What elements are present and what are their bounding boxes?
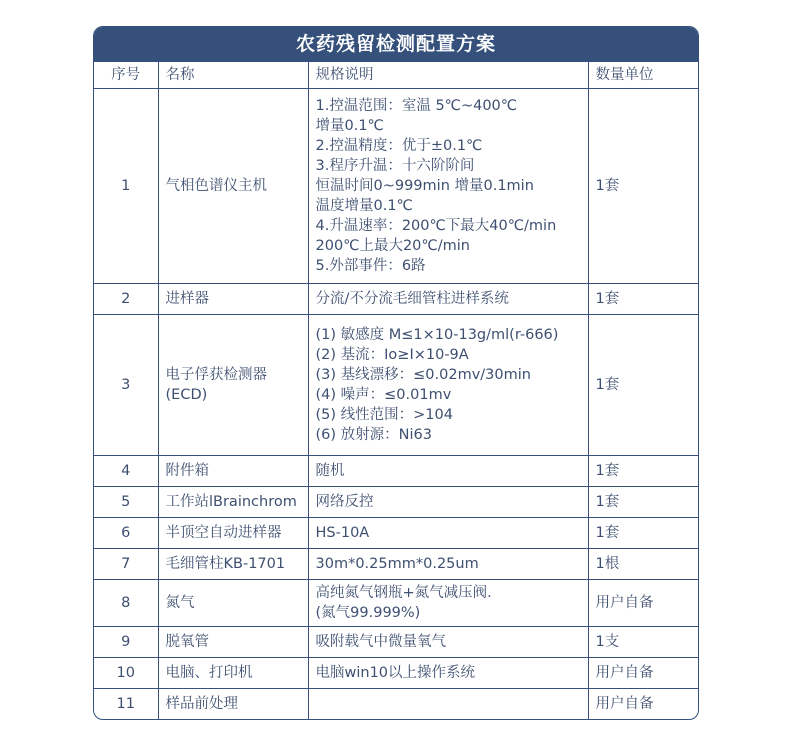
row-no: 6 xyxy=(94,518,158,549)
row-qty: 用户自备 xyxy=(588,658,698,689)
row-spec: 分流/不分流毛细管柱进样系统 xyxy=(308,284,588,315)
row-no: 10 xyxy=(94,658,158,689)
row-name: 半顶空自动进样器 xyxy=(158,518,308,549)
table-row xyxy=(94,658,698,689)
row-name: 样品前处理 xyxy=(158,689,308,720)
row-no: 3 xyxy=(94,315,158,456)
table-row xyxy=(94,518,698,549)
row-name: 工作站lBrainchrom xyxy=(158,487,308,518)
header-name: 名称 xyxy=(158,62,308,89)
row-spec: 1.控温范围：室温 5℃~400℃ 增量0.1℃ 2.控温精度：优于±0.1℃ 3.程序升温：十六阶阶间 恒温时间0~999min 增量0.1min 温度增量0.1℃ 4.升温速率：200℃下最大40℃/min 200℃上最大20℃/min 5.外部事件：6路 xyxy=(308,89,588,284)
row-spec: 随机 xyxy=(308,456,588,487)
row-name: 电子俘获检测器 (ECD) xyxy=(158,315,308,456)
row-spec: 吸附载气中微量氧气 xyxy=(308,627,588,658)
table-row xyxy=(94,315,698,456)
header-no: 序号 xyxy=(94,62,158,89)
table-row xyxy=(94,89,698,284)
row-name: 氮气 xyxy=(158,580,308,627)
table-row xyxy=(94,456,698,487)
row-qty: 1套 xyxy=(588,518,698,549)
row-name: 毛细管柱KB-1701 xyxy=(158,549,308,580)
row-name: 脱氧管 xyxy=(158,627,308,658)
row-no: 7 xyxy=(94,549,158,580)
table-row xyxy=(94,580,698,627)
row-qty: 用户自备 xyxy=(588,689,698,720)
row-qty: 1支 xyxy=(588,627,698,658)
header-spec: 规格说明 xyxy=(308,62,588,89)
table-row xyxy=(94,487,698,518)
row-qty: 用户自备 xyxy=(588,580,698,627)
row-spec: HS-10A xyxy=(308,518,588,549)
row-qty: 1根 xyxy=(588,549,698,580)
row-spec: 电脑win10以上操作系统 xyxy=(308,658,588,689)
config-table-card xyxy=(93,26,699,720)
row-name: 气相色谱仪主机 xyxy=(158,89,308,284)
row-no: 5 xyxy=(94,487,158,518)
row-spec xyxy=(308,689,588,720)
table-row xyxy=(94,284,698,315)
table-row xyxy=(94,549,698,580)
row-no: 11 xyxy=(94,689,158,720)
row-qty: 1套 xyxy=(588,456,698,487)
table-row xyxy=(94,627,698,658)
header-qty: 数量单位 xyxy=(588,62,698,89)
row-name: 进样器 xyxy=(158,284,308,315)
row-no: 9 xyxy=(94,627,158,658)
row-spec: 高纯氮气钢瓶+氮气减压阀. (氮气99.999%) xyxy=(308,580,588,627)
row-qty: 1套 xyxy=(588,89,698,284)
table-title: 农药残留检测配置方案 xyxy=(94,27,698,62)
row-name: 附件箱 xyxy=(158,456,308,487)
row-qty: 1套 xyxy=(588,315,698,456)
row-name: 电脑、打印机 xyxy=(158,658,308,689)
table-row xyxy=(94,689,698,720)
row-qty: 1套 xyxy=(588,284,698,315)
row-no: 1 xyxy=(94,89,158,284)
config-table xyxy=(94,62,698,719)
row-spec: (1) 敏感度 M≤1×10-13g/ml(r-666) (2) 基流：Io≥I×10-9A (3) 基线漂移：≤0.02mv/30min (4) 噪声：≤0.01mv (5) 线性范围：>104 (6) 放射源：Ni63 xyxy=(308,315,588,456)
row-spec: 30m*0.25mm*0.25um xyxy=(308,549,588,580)
row-spec: 网络反控 xyxy=(308,487,588,518)
row-qty: 1套 xyxy=(588,487,698,518)
row-no: 4 xyxy=(94,456,158,487)
row-no: 8 xyxy=(94,580,158,627)
row-no: 2 xyxy=(94,284,158,315)
header-row xyxy=(94,62,698,89)
